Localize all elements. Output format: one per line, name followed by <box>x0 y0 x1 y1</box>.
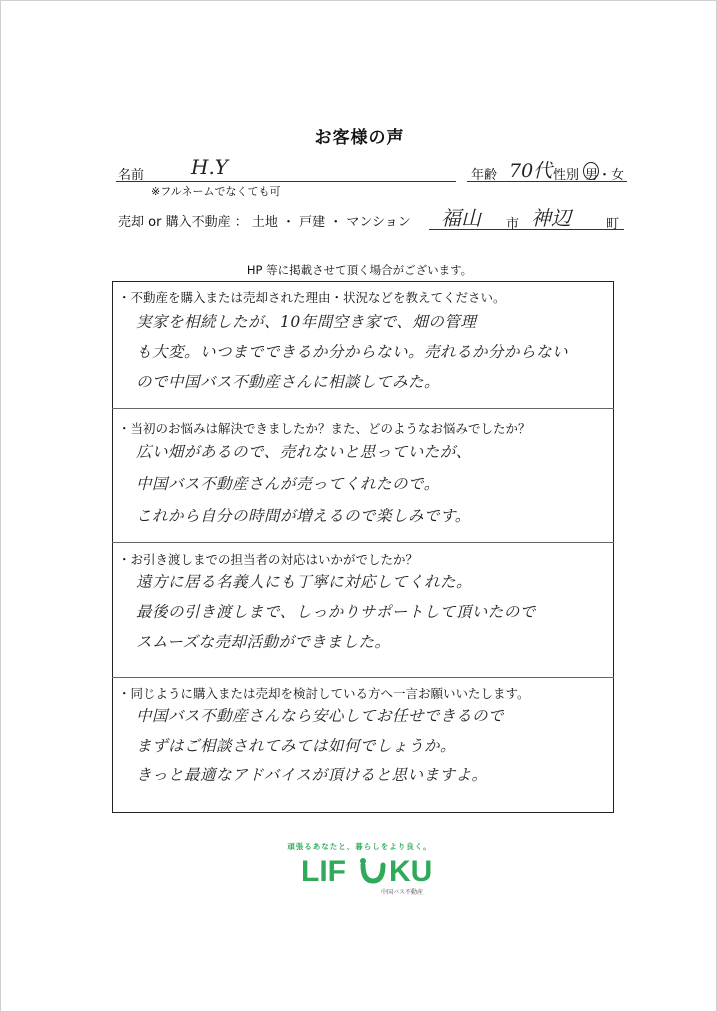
city-value: 福山 <box>441 206 481 230</box>
age-label: 年齢 <box>471 168 498 183</box>
answer-4-line-1: 中国バス不動産さんなら安心してお任せできるので <box>136 707 505 725</box>
answer-3-line-1: 遠方に居る名義人にも丁寧に対応してくれた。 <box>136 573 473 591</box>
city-label: 市 <box>506 217 520 232</box>
answer-1-line-1: 実家を相続したが、10年間空き家で、畑の管理 <box>136 313 477 331</box>
svg-text:KU: KU <box>389 855 433 887</box>
notice-text: HP 等に掲載させて頂く場合がございます。 <box>246 263 473 277</box>
town-value: 神辺 <box>531 206 571 230</box>
question-1: ・不動産を購入または売却された理由・状況などを教えてください。 <box>118 290 506 305</box>
name-value: H.Y <box>191 155 229 179</box>
name-note: ※フルネームでなくても可 <box>151 185 281 198</box>
age-value: 70代 <box>509 160 553 182</box>
answer-1-line-2: も大変。いつまでできるか分からない。売れるか分からない <box>136 343 569 361</box>
answer-3-line-2: 最後の引き渡しまで、しっかりサポートして頂いたので <box>136 603 536 621</box>
answer-4-line-3: きっと最適なアドバイスが頂けると思いますよ。 <box>136 766 488 784</box>
property-type-label: 売却 or 購入不動産 ： 土地 ・ 戸建 ・ マンション <box>118 215 411 230</box>
name-underline <box>116 181 456 182</box>
logo-subtitle: 中国バス不動産 <box>381 889 424 896</box>
divider <box>112 542 614 543</box>
question-3: ・お引き渡しまでの担当者の対応はいかがでしたか？ <box>118 552 419 567</box>
name-label: 名前 <box>118 168 145 183</box>
answer-2-line-1: 広い畑があるので、売れないと思っていたが、 <box>136 443 472 461</box>
answer-4-line-2: まずはご相談されてみては如何でしょうか。 <box>136 737 457 755</box>
gender-value: 男・女 <box>585 168 625 183</box>
question-2: ・当初のお悩みは解決できましたか？また、どのようなお悩みでしたか？ <box>118 421 531 436</box>
gender-label: 性別 <box>553 168 580 183</box>
address-underline <box>429 229 624 230</box>
answer-2-line-2: 中国バス不動産さんが売ってくれたので。 <box>136 475 440 493</box>
gender-circle-mark <box>583 162 599 180</box>
answer-2-line-3: これから自分の時間が増えるので楽しみです。 <box>136 507 471 525</box>
answer-3-line-3: スムーズな売却活動ができました。 <box>136 633 391 651</box>
lifuku-logo <box>301 853 441 887</box>
answer-1-line-3: ので中国バス不動産さんに相談してみた。 <box>136 373 441 391</box>
town-label: 町 <box>606 217 620 232</box>
divider <box>112 408 614 409</box>
divider <box>112 677 614 678</box>
svg-text:LIF: LIF <box>301 855 346 887</box>
brand-tagline: 頑張るあなたと、暮らしをより良く。 <box>287 842 432 851</box>
page-title: お客様の声 <box>314 128 405 148</box>
age-underline <box>467 181 627 182</box>
question-4: ・同じように購入または売却を検討している方へ一言お願いいたします。 <box>118 686 530 701</box>
